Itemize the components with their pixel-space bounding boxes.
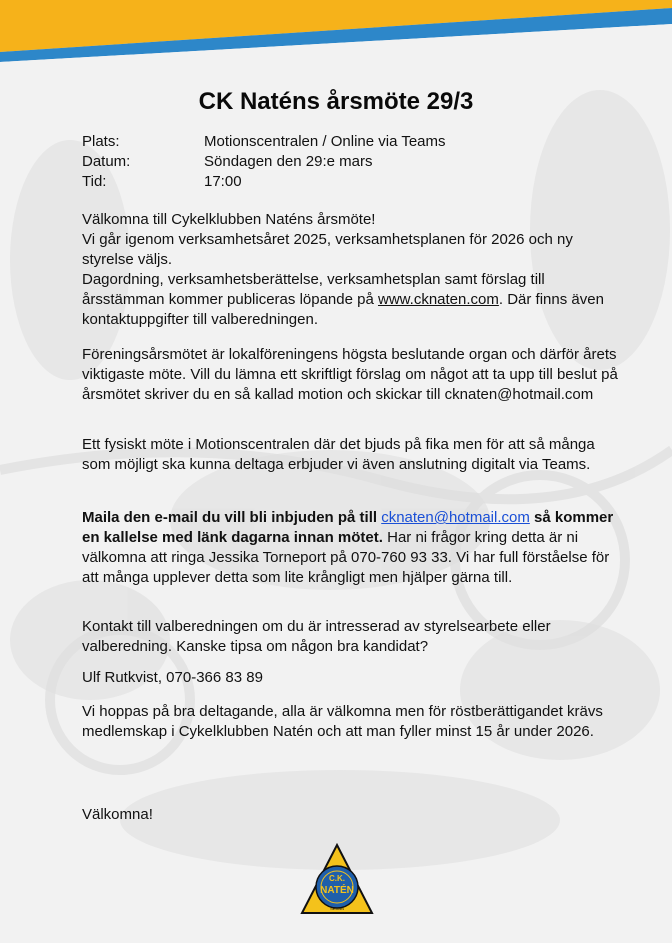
website-link[interactable]: www.cknaten.com [377, 291, 499, 308]
closing-paragraph [82, 805, 622, 825]
nomination-paragraph [82, 617, 622, 657]
contact-text: Ulf Rutkvist, 070-366 83 89 [82, 669, 263, 686]
logo-top-text: C.K. [329, 874, 345, 883]
email-link[interactable]: cknaten@hotmail.com [381, 509, 530, 526]
invite-bold-end: så kommer en kallelse med länk dagarna innan mötet. [82, 509, 614, 546]
agenda-line: Vi går igenom verksamhetsåret 2025, verksamhetsplanen för 2026 och ny styrelse väljs. [82, 231, 573, 268]
invite-text [82, 508, 622, 588]
info-label: Datum: [82, 153, 131, 170]
info-value: 17:00 [204, 173, 242, 190]
page-title: CK Naténs årsmöte 29/3 [198, 88, 474, 115]
info-row-place [82, 132, 446, 152]
nomination-text: Kontakt till valberedningen om du är intresserad av styrelsearbete eller valberedning. Kanske tipsa om någon bra kandidat? [82, 618, 551, 655]
invite-rest: Har ni frågor kring detta är ni välkomna att ringa Jessika Torneport på 070-760 93 33. Vi har full förståelse för att många upplever detta som lite krångligt men hjälper gärna till. [82, 529, 610, 586]
logo-main-text: NATÉN [320, 885, 354, 896]
publish-line [82, 270, 622, 330]
publish-text: Dagordning, verksamhetsberättelse, verksamhetsplan samt förslag till årsstämman kommer publiceras löpande på [82, 271, 545, 308]
teams-paragraph [82, 435, 622, 475]
welcome-line: Välkomna till Cykelklubben Naténs årsmöte! [82, 211, 376, 228]
welcome-paragraph [82, 210, 622, 330]
membership-text: Vi hoppas på bra deltagande, alla är välkomna men för röstberättigandet krävs medlemskap i Cykelklubben Natén och att man fyller minst 15 år under 2026. [82, 703, 603, 740]
motion-paragraph [82, 345, 622, 405]
info-row-date [82, 152, 446, 172]
info-value: Motionscentralen / Online via Teams [204, 133, 446, 150]
motion-text: Föreningsårsmötet är lokalföreningens högsta beslutande organ och därför årets viktigaste möte. Vill du lämna ett skriftligt förslag om något att ta upp till beslut på årsmötet skriver du en så kallad motion och skickar till cknaten@hotmail.com [82, 346, 618, 403]
contact-paragraph [82, 668, 622, 688]
teams-text: Ett fysiskt möte i Motionscentralen där det bjuds på fika men för att så många som möjligt ska kunna deltaga erbjuder vi även anslutning digitalt via Teams. [82, 436, 595, 473]
info-label: Tid: [82, 173, 107, 190]
club-logo [300, 843, 374, 917]
meeting-info [82, 132, 446, 192]
membership-paragraph [82, 702, 622, 742]
info-value: Söndagen den 29:e mars [204, 153, 373, 170]
info-row-time [82, 172, 446, 192]
closing-text: Välkomna! [82, 806, 153, 823]
info-label: Plats: [82, 133, 120, 150]
header-stripe [0, 0, 672, 62]
publish-text-end: . Där finns även kontaktuppgifter till valberedningen. [82, 291, 604, 328]
logo-bottom-text: SEDAN [330, 906, 344, 911]
invite-bold-start: Maila den e-mail du vill bli inbjuden på till [82, 509, 382, 526]
invite-paragraph [82, 508, 622, 588]
